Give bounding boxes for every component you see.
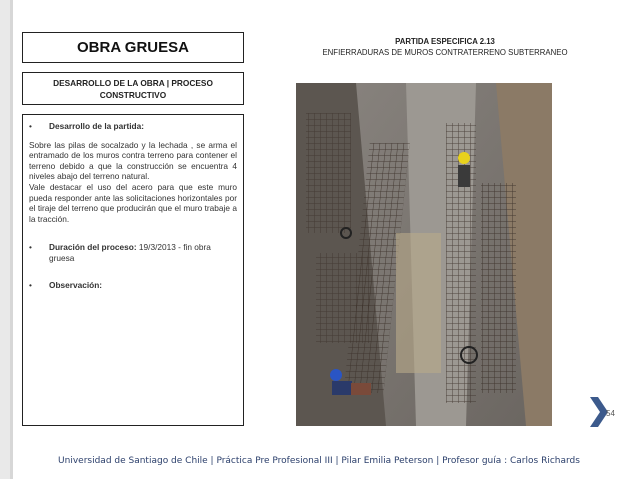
paragraph-1: Sobre las pilas de socalzado y la lechada , se arma el entramado de los muros contra terreno para contener el terreno debido a que la construcción se encuentra 4 niveles abajo del terreno natural. [29,139,237,182]
construction-photo [296,83,552,426]
bullet-icon: • [29,279,32,290]
page-number: 54 [606,409,615,418]
duracion-item [29,242,237,263]
observacion-label: Observación: [49,279,103,290]
duracion-label: Duración del proceso: [49,242,137,253]
content-panel [22,114,244,426]
desarrollo-label: Desarrollo de la partida: [49,121,144,131]
bullet-icon: • [29,121,32,131]
footer: Universidad de Santiago de Chile | Práctica Pre Profesional III | Pilar Emilia Peterson | Profesor guía : Carlos Richards [58,456,580,466]
observacion-item [29,280,237,291]
partida-subtitle: ENFIERRADURAS DE MUROS CONTRATERRENO SUBTERRANEO [322,48,568,57]
section-title: DESARROLLO DE LA OBRA | PROCESO CONSTRUCTIVO [22,72,244,105]
left-decorative-bar [0,0,10,479]
chevron-right-icon[interactable] [588,397,608,427]
desarrollo-item [29,121,237,132]
paragraph-2: Vale destacar el uso del acero para que este muro pueda responder ante las solicitaciones horizontales por el tiraje del terreno que producirán que el muro trabaje a la tracción. [29,181,237,224]
duracion-value: 19/3/2013 - fin obra gruesa [49,242,211,263]
main-title: OBRA GRUESA [22,32,244,63]
bullet-icon: • [29,242,32,253]
partida-title: PARTIDA ESPECIFICA 2.13 [395,37,495,46]
partida-header [290,36,600,58]
left-accent-bar [10,0,13,479]
